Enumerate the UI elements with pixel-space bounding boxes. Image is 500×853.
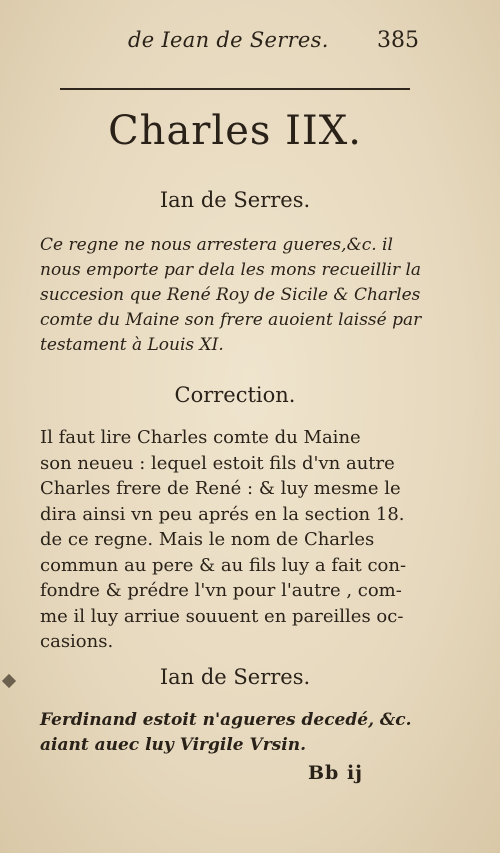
body-line: me il luy arriue souuent en pareilles oc- (40, 605, 404, 627)
quote-line: nous emporte par dela les mons recueillir la (40, 260, 422, 280)
quote-line: Ferdinand estoit n'agueres decedé, &c. (40, 710, 412, 730)
quote-line: aiant auec luy Virgile Vrsin. (40, 735, 306, 755)
section-heading-ian-de-serres: Ian de Serres. (159, 188, 311, 212)
quote-block (40, 233, 420, 358)
quote-line: comte du Maine son frere auoient laissé par (40, 310, 422, 330)
quote-line: Ce regne ne nous arrestera gueres,&c. il (40, 235, 393, 255)
body-line: commun au pere & au fils luy a fait con- (40, 554, 407, 576)
body-line: Charles frere de René : & luy mesme le (40, 478, 401, 499)
chapter-title: Charles IIX. (108, 108, 362, 154)
quote-line: succesion que René Roy de Sicile & Charles (40, 285, 421, 305)
body-line: dira ainsi vn peu aprés en la section 18. (40, 503, 405, 525)
quote-line: testament à Louis XI. (40, 335, 224, 355)
body-line: Il faut lire Charles comte du Maine (40, 427, 361, 448)
section-heading-ian-de-serres-2: Ian de Serres. (159, 665, 311, 689)
header-rule (60, 88, 410, 90)
correction-body (40, 425, 420, 655)
body-line: casions. (40, 631, 114, 652)
body-line: fondre & prédre l'vn pour l'autre , com- (40, 580, 402, 601)
signature-mark: Bb ij (308, 762, 364, 784)
section-heading-correction: Correction. (174, 383, 296, 407)
page-number: 385 (377, 28, 419, 53)
running-title: de Iean de Serres. (128, 28, 329, 52)
body-line: de ce regne. Mais le nom de Charles (40, 529, 375, 550)
quote-block-2 (40, 708, 420, 758)
body-line: son neueu : lequel estoit fils d'vn autre (40, 452, 395, 474)
